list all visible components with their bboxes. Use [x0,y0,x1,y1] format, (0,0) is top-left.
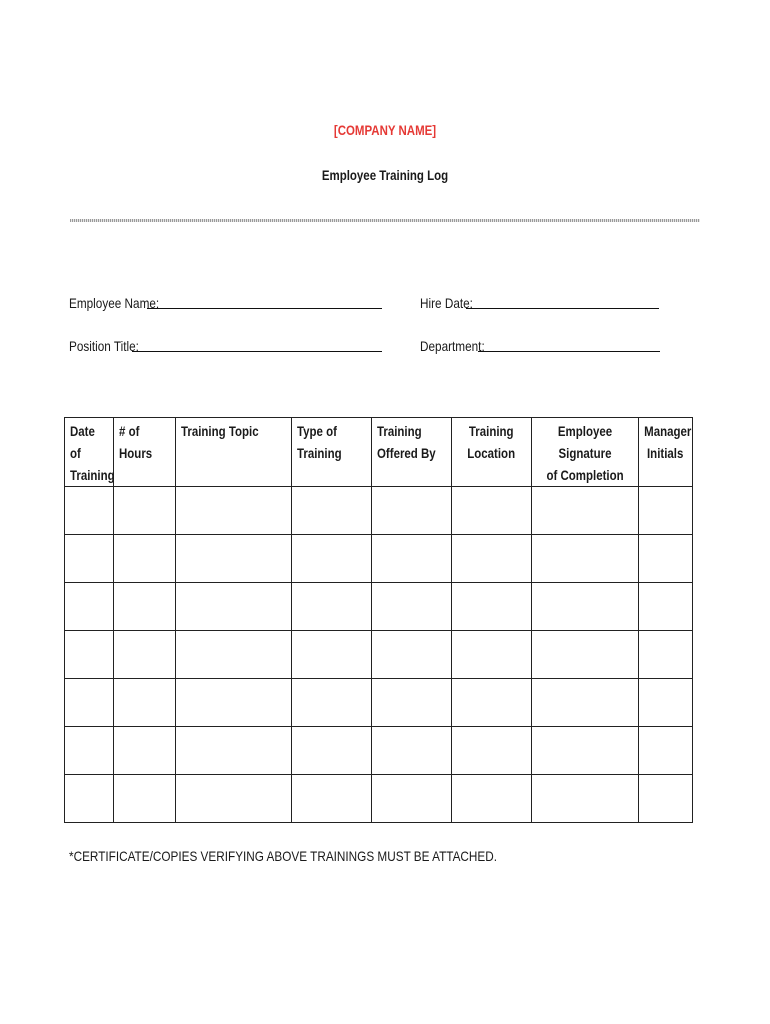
cell-hours[interactable] [114,679,176,727]
cell-location[interactable] [452,775,532,823]
cell-type[interactable] [292,583,372,631]
position-title-label: Position Title: [69,338,139,354]
cell-type[interactable] [292,775,372,823]
cell-topic[interactable] [176,487,292,535]
cell-type[interactable] [292,631,372,679]
column-header-hours: # of Hours [114,418,176,487]
cell-type[interactable] [292,487,372,535]
cell-manager-initials[interactable] [639,583,693,631]
cell-offered-by[interactable] [372,535,452,583]
cell-hours[interactable] [114,535,176,583]
cell-topic[interactable] [176,583,292,631]
column-header-offered-by: Training Offered By [372,418,452,487]
cell-manager-initials[interactable] [639,631,693,679]
table-row [65,679,693,727]
employee-name-field [69,294,382,311]
table-row [65,535,693,583]
cell-hours[interactable] [114,583,176,631]
table-row [65,727,693,775]
cell-hours[interactable] [114,487,176,535]
cell-signature[interactable] [532,535,639,583]
department-field [420,337,660,354]
hire-date-field [420,294,659,311]
cell-location[interactable] [452,727,532,775]
cell-offered-by[interactable] [372,775,452,823]
cell-hours[interactable] [114,631,176,679]
document-title: Employee Training Log [321,167,449,183]
cell-type[interactable] [292,727,372,775]
cell-date[interactable] [65,775,114,823]
attachment-note: *CERTIFICATE/COPIES VERIFYING ABOVE TRAININGS MUST BE ATTACHED. [69,848,498,864]
cell-type[interactable] [292,535,372,583]
cell-type[interactable] [292,679,372,727]
cell-signature[interactable] [532,727,639,775]
position-title-field [69,337,382,354]
column-header-topic: Training Topic [176,418,292,487]
cell-offered-by[interactable] [372,679,452,727]
cell-signature[interactable] [532,631,639,679]
cell-offered-by[interactable] [372,487,452,535]
cell-manager-initials[interactable] [639,487,693,535]
table-row [65,775,693,823]
hire-date-input[interactable] [466,294,659,309]
column-header-date: Date of Training [65,418,114,487]
cell-date[interactable] [65,583,114,631]
cell-signature[interactable] [532,487,639,535]
cell-manager-initials[interactable] [639,535,693,583]
cell-offered-by[interactable] [372,583,452,631]
cell-date[interactable] [65,727,114,775]
table-row [65,631,693,679]
column-header-type: Type of Training [292,418,372,487]
cell-topic[interactable] [176,535,292,583]
cell-location[interactable] [452,535,532,583]
cell-topic[interactable] [176,727,292,775]
cell-location[interactable] [452,631,532,679]
cell-manager-initials[interactable] [639,727,693,775]
cell-location[interactable] [452,679,532,727]
header-divider [70,219,700,222]
cell-location[interactable] [452,487,532,535]
table-row [65,583,693,631]
cell-signature[interactable] [532,679,639,727]
cell-signature[interactable] [532,583,639,631]
column-header-manager-initials: Manager Initials [639,418,693,487]
cell-topic[interactable] [176,679,292,727]
cell-offered-by[interactable] [372,727,452,775]
position-title-input[interactable] [132,337,382,352]
cell-offered-by[interactable] [372,631,452,679]
column-header-signature: Employee Signature of Completion [532,418,639,487]
employee-name-input[interactable] [147,294,382,309]
department-input[interactable] [478,337,660,352]
cell-date[interactable] [65,535,114,583]
cell-hours[interactable] [114,727,176,775]
cell-location[interactable] [452,583,532,631]
table-row [65,487,693,535]
department-label: Department: [420,338,485,354]
column-header-location: Training Location [452,418,532,487]
employee-name-label: Employee Name: [69,295,160,311]
cell-topic[interactable] [176,775,292,823]
cell-signature[interactable] [532,775,639,823]
training-log-table [64,417,693,823]
cell-topic[interactable] [176,631,292,679]
cell-date[interactable] [65,631,114,679]
cell-date[interactable] [65,679,114,727]
company-name: [COMPANY NAME] [333,122,437,138]
cell-date[interactable] [65,487,114,535]
hire-date-label: Hire Date: [420,295,473,311]
cell-manager-initials[interactable] [639,775,693,823]
cell-hours[interactable] [114,775,176,823]
cell-manager-initials[interactable] [639,679,693,727]
table-header-row [65,418,693,487]
